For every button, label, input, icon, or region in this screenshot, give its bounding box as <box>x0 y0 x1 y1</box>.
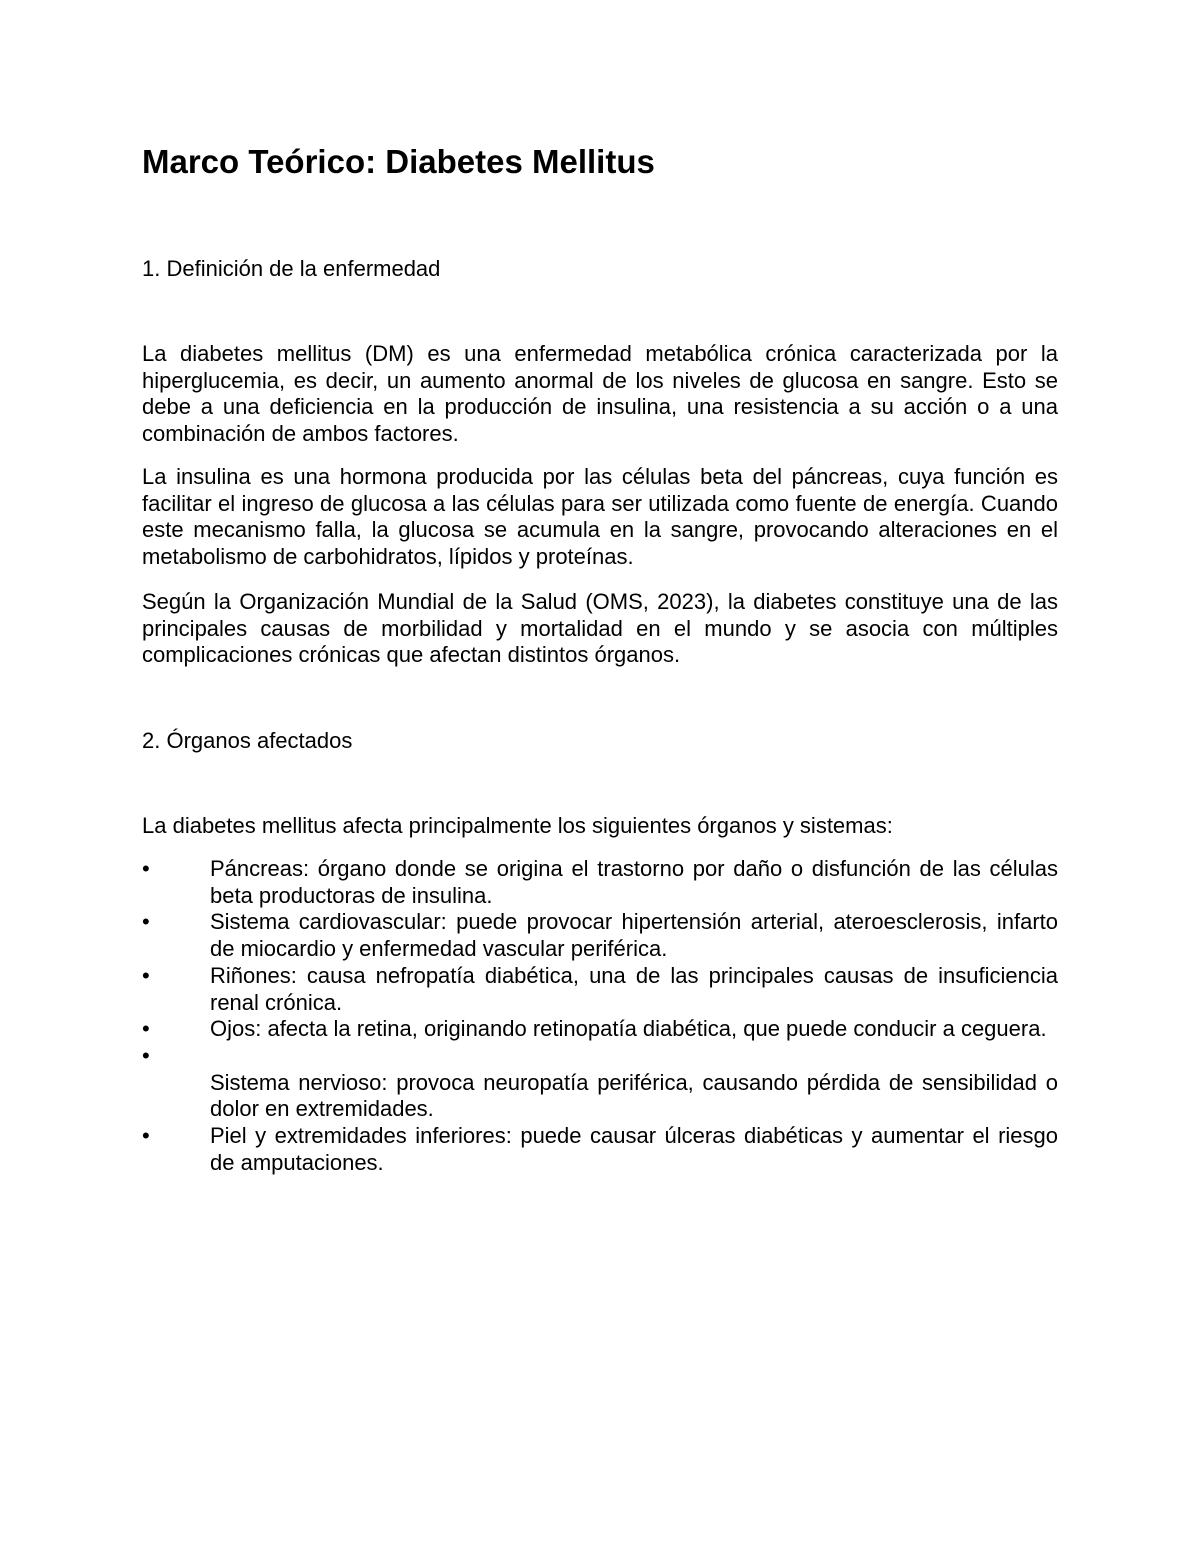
bullet-marker: • <box>142 1042 150 1068</box>
list-item-text: Sistema cardiovascular: puede provocar hipertensión arterial, ateroesclerosis, infarto de miocardio y enfermedad vascular periférica. <box>210 909 1058 962</box>
paragraph-definicion-2: La insulina es una hormona producida por las células beta del páncreas, cuya función es facilitar el ingreso de glucosa a las células para ser utilizada como fuente de energía. Cuando este mecanismo falla, la glucosa se acumula en la sangre, provocando alteraciones en el metabolismo de carbohidratos, lípidos y proteínas. <box>142 464 1058 570</box>
list-item <box>142 1123 1058 1176</box>
section-heading-organos: 2. Órganos afectados <box>142 728 353 753</box>
list-item <box>142 909 1058 962</box>
list-item <box>142 1016 1058 1043</box>
list-item-text: Sistema nervioso: provoca neuropatía periférica, causando pérdida de sensibilidad o dolor en extremidades. <box>210 1069 1058 1122</box>
bullet-marker: • <box>142 962 150 988</box>
document-title: Marco Teórico: Diabetes Mellitus <box>142 143 655 180</box>
bullet-marker: • <box>142 1016 150 1042</box>
organ-list <box>142 856 1058 1176</box>
list-item <box>142 1043 1058 1123</box>
bullet-marker: • <box>142 856 150 881</box>
bullet-marker: • <box>142 909 150 935</box>
list-item-text: Riñones: causa nefropatía diabética, una de las principales causas de insuficiencia renal crónica. <box>210 962 1058 1015</box>
paragraph-definicion-1: La diabetes mellitus (DM) es una enfermedad metabólica crónica caracterizada por la hiperglucemia, es decir, un aumento anormal de los niveles de glucosa en sangre. Esto se debe a una deficiencia en la producción de insulina, una resistencia a su acción o a una combinación de ambos factores. <box>142 341 1058 447</box>
list-item-text: Piel y extremidades inferiores: puede causar úlceras diabéticas y aumentar el riesgo de amputaciones. <box>210 1123 1058 1175</box>
section-heading-definicion: 1. Definición de la enfermedad <box>142 256 441 281</box>
list-item-text: Ojos: afecta la retina, originando retinopatía diabética, que puede conducir a ceguera. <box>210 1016 1047 1042</box>
list-item-text: Páncreas: órgano donde se origina el trastorno por daño o disfunción de las células beta productoras de insulina. <box>210 856 1058 908</box>
paragraph-definicion-3: Según la Organización Mundial de la Salud (OMS, 2023), la diabetes constituye una de las principales causas de morbilidad y mortalidad en el mundo y se asocia con múltiples complicaciones crónicas que afectan distintos órganos. <box>142 589 1058 668</box>
list-item <box>142 856 1058 909</box>
paragraph-organos-intro: La diabetes mellitus afecta principalmente los siguientes órganos y sistemas: <box>142 813 893 838</box>
bullet-marker: • <box>142 1123 150 1149</box>
document-page <box>142 0 1058 1553</box>
list-item <box>142 963 1058 1016</box>
